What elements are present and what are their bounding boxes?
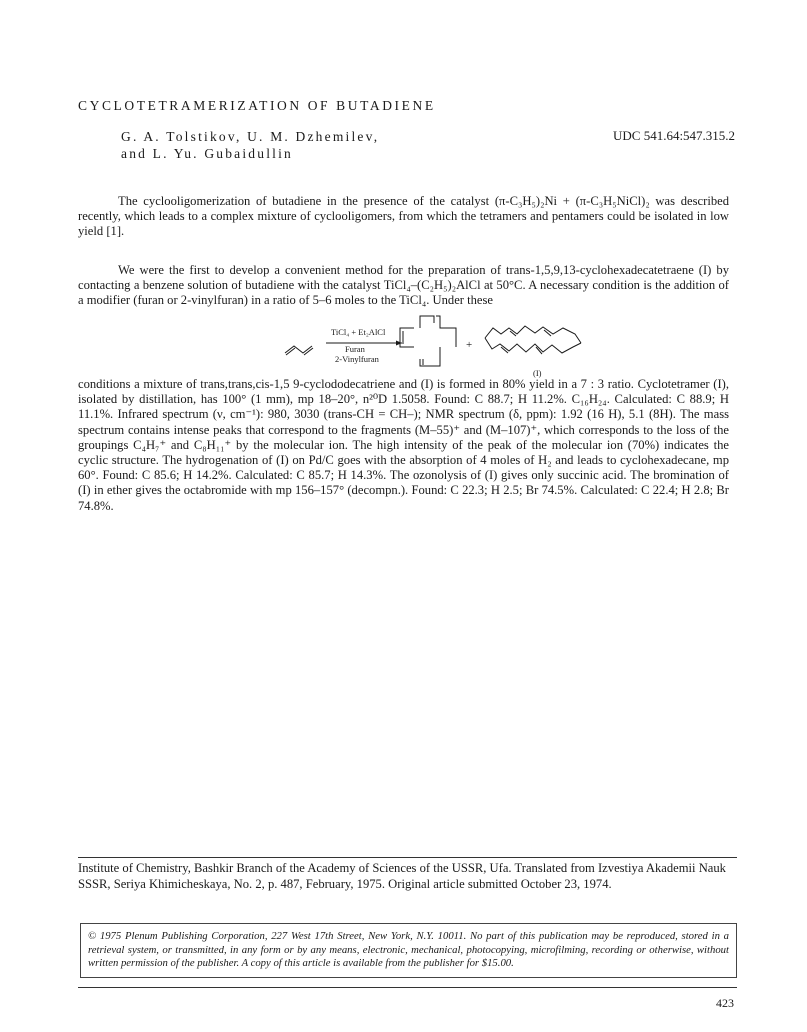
paragraph-intro: The cyclooligomerization of butadiene in the presence of the catalyst (π-C₃H₅)₂Ni + (π-C₃H₅NiCl)₂ was described recently, which leads to a complex mixture of cyclooligomers, from which the tetramers and pentamers could be isolated in low yield [1]. — [78, 194, 729, 239]
author-list — [121, 128, 379, 162]
copyright-notice: © 1975 Plenum Publishing Corporation, 227 West 17th Street, New York, N.Y. 10011. No part of this publication may be reproduced, stored in a retrieval system, or transmitted, in any form or by any means, electronic, mechanical, photocopying, microfilming, recording or otherwise, without written permission of the publisher. A copy of this article is available from the publisher for $15.00. — [80, 923, 737, 978]
reagent-top-label: TiCl₄ + Et₂AlCl — [331, 327, 386, 337]
reagent-vinylfuran-label: 2-Vinylfuran — [335, 354, 379, 364]
authors-line-2: and L. Yu. Gubaidullin — [121, 146, 294, 161]
page-number: 423 — [716, 996, 734, 1010]
udc-code: UDC 541.64:547.315.2 — [613, 128, 736, 143]
paragraph-results: conditions a mixture of trans,trans,cis-1,5 9-cyclododecatriene and (I) is formed in 80% yield in a 7 : 3 ratio. Cyclotetramer (I), isolated by distillation, has 100° (1 mm), mp 18–20°, n²⁰D 1.5058. Found: C 88.7; H 11.2%. C₁₆H₂₄. Calculated: C 88.9; H 11.1%. Infrared spectrum (ν, cm⁻¹): 980, 3030 (trans-CH = CH–); NMR spectrum (δ, ppm): 1.92 (16 H), 5.1 (8H). The mass spectrum contains intense peaks that correspond to the fragments (M–55)⁺ and (M–107)⁺, which corresponds to the loss of the groupings C₄H₇⁺ and C₈H₁₁⁺ by the molecular ion. The high intensity of the peak of the molecular ion (70%) indicates the cyclic structure. The hydrogenation of (I) on Pd/C goes with the absorption of 4 moles of H₂ and leads to cyclohexadecane, mp 60°. Found: C 85.6; H 14.2%. Calculated: C 85.7; H 14.3%. The ozonolysis of (I) gives only succinic acid. The bromination of (I) in ether gives the octabromide with mp 156–157° (decompn.). Found: C 22.3; H 2.5; Br 74.5%. Calculated: C 22.4; H 2.8; Br 74.8%. — [78, 377, 729, 513]
authors-line-1: G. A. Tolstikov, U. M. Dzhemilev, — [121, 129, 380, 144]
bottom-divider — [78, 987, 737, 988]
reaction-scheme — [280, 313, 600, 381]
affiliation-footnote: Institute of Chemistry, Bashkir Branch of the Academy of Sciences of the USSR, Ufa. Translated from Izvestiya Akademii Nauk SSSR, Seriya Khimicheskaya, No. 2, p. 487, February, 1975. Original article submitted October 23, 1974. — [78, 861, 726, 891]
cyclododecatriene-structure — [400, 316, 456, 366]
cyclohexadecatetraene-structure — [485, 326, 581, 354]
paragraph-method: We were the first to develop a convenient method for the preparation of trans-1,5,9,13-cyclohexadecatetraene (I) by contacting a benzene solution of butadiene with the catalyst TiCl₄–(C₂H₅)₂AlCl at 50°C. A necessary condition is the addition of a modifier (furan or 2-vinylfuran) in a ratio of 5–6 moles to the TiCl₄. Under these — [78, 263, 729, 308]
compound-label: (I) — [533, 368, 542, 378]
scheme-plus-sign: + — [466, 339, 473, 351]
reagent-furan-label: Furan — [345, 344, 365, 354]
paper-title: CYCLOTETRAMERIZATION OF BUTADIENE — [78, 98, 436, 113]
footnote-divider — [78, 857, 737, 858]
